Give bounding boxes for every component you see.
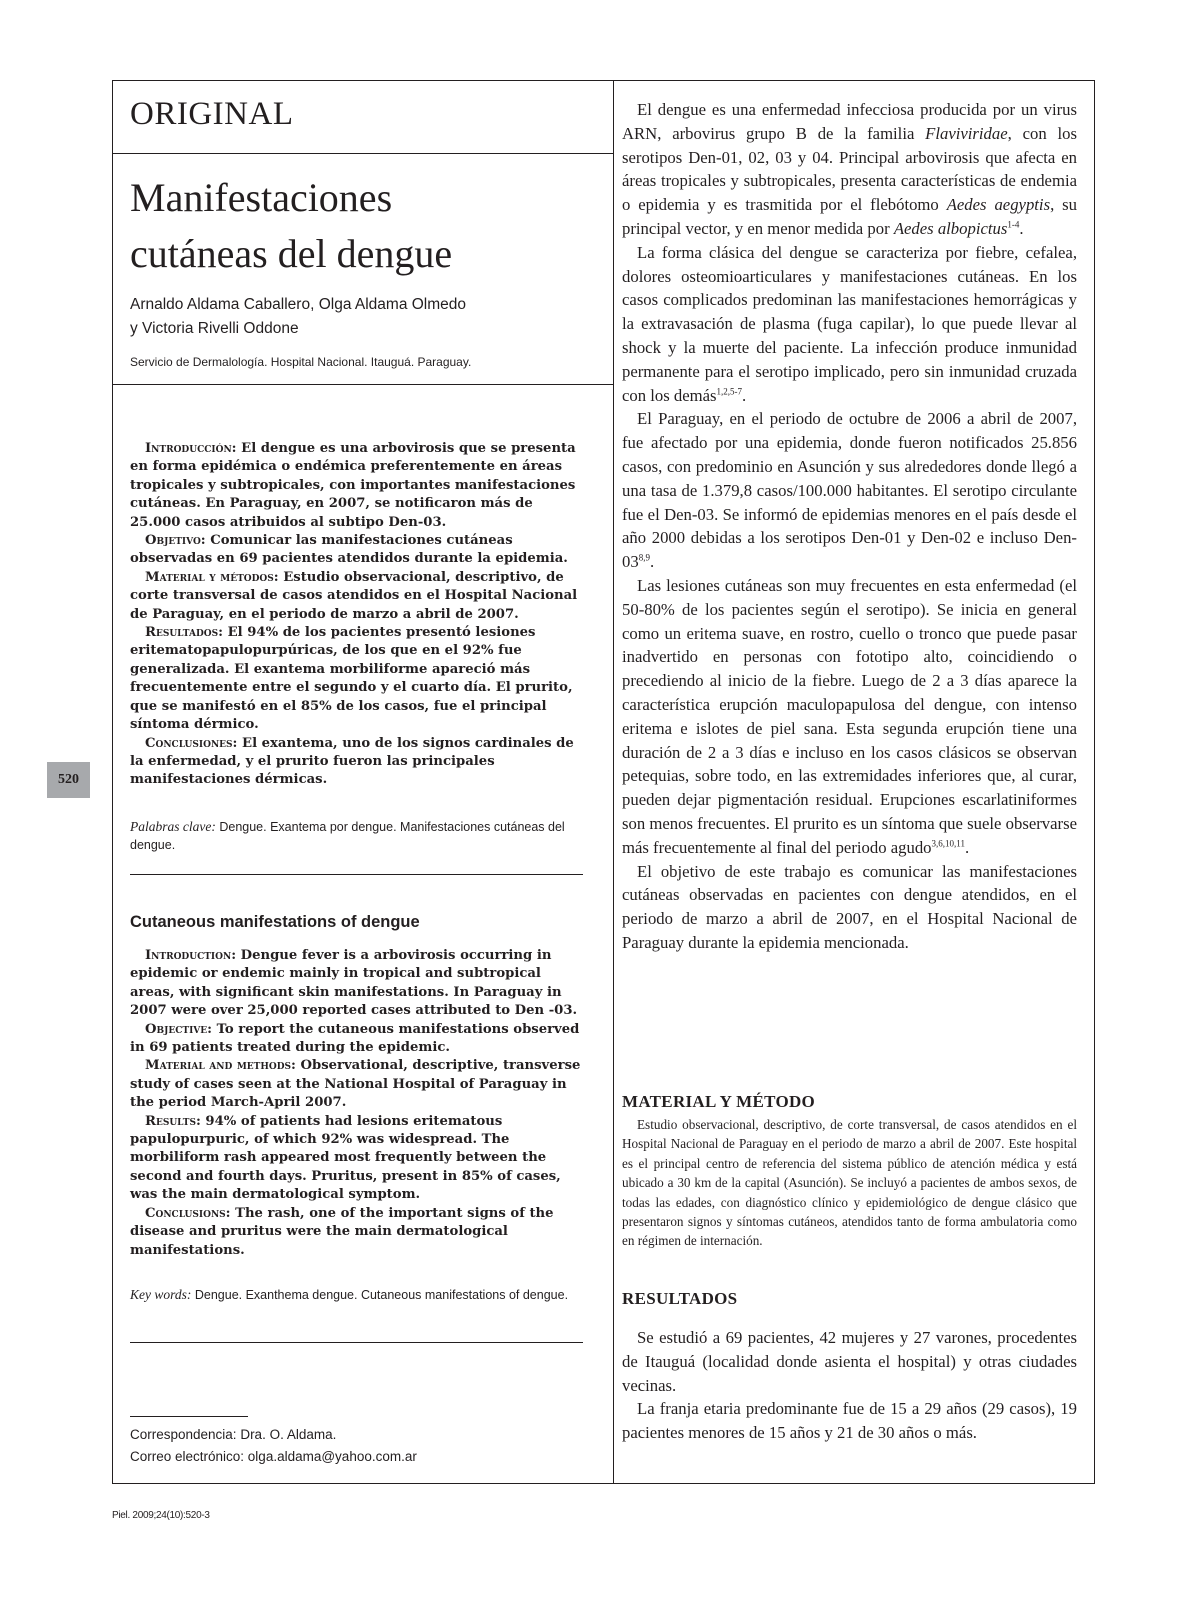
authors bbox=[130, 293, 600, 341]
abstract-es-rule bbox=[130, 874, 583, 875]
title-block-rule bbox=[112, 384, 613, 385]
abstract-label: Results: bbox=[145, 1113, 201, 1129]
abstract-en bbox=[130, 947, 585, 1260]
body-paragraph: El dengue es una enfermedad infecciosa producida por un virus ARN, arbovirus grupo B de la familia Flaviviridae, con los serotipos Den-01, 02, 03 y 04. Principal arbovirosis que afecta en áreas tropicales y subtropicales, presenta características de endemia o epidemia y es trasmitida por el flebótomo Aedes aegyptis, su principal vector, y en menor medida por Aedes albopictus$^{1-4}$. bbox=[622, 100, 1078, 238]
abstract-es-intro: Introducción: El dengue es una arbovirosis que se presenta en forma epidémica o endémica preferentemente en áreas tropicales y subtropicales, con importantes manifestaciones cutáneas. En Paraguay, en 2007, se notificaron más de 25.000 casos atribuidos al subtipo Den-03. bbox=[130, 441, 576, 530]
body-paragraph: Las lesiones cutáneas son muy frecuentes en esta enfermedad (el 50-80% de los pacientes según el serotipo). Se inicia en general como un eritema suave, en rostro, cuello o tronco que puede pasar inadvertido en personas con fototipo alto, coincidiendo o precediendo al inicio de la fiebre. Luego de 2 a 3 días aparece la característica erupción maculopapulosa del dengue, con intenso eritema e islotes de piel sana. Esta segunda erupción tiene una duración de 2 a 3 días e incluso en los casos clásicos se observan petequias, sobre todo, en las extremidades inferiores que, al curar, pueden dejar pigmentación residual. Erupciones escarlatiniformes son menos frecuentes. El prurito es un síntoma que suele observarse más frecuentemente al final del periodo agudo$^{3,6,10,11}$. bbox=[622, 575, 1077, 857]
correspondence-name: Correspondencia: Dra. O. Aldama. bbox=[130, 1427, 337, 1442]
correspondence bbox=[130, 1424, 570, 1468]
column-divider bbox=[613, 80, 614, 1484]
abstract-label: Material y métodos: bbox=[145, 569, 279, 585]
body-paragraph: La forma clásica del dengue se caracteriza por fiebre, cefalea, dolores osteomioarticulares y manifestaciones cutáneas. En los casos complicados predominan las manifestaciones hemorrágicas y la extravasación de plasma (fuga capilar), lo que puede llevar al shock y la muerte del paciente. La infección produce inmunidad permanente para el serotipo implicado, pero sin inmunidad cruzada con los demás$^{1,2,5-7}$. bbox=[622, 242, 1077, 405]
abstract-label: Objetivo: bbox=[145, 533, 206, 549]
header-rule bbox=[112, 153, 613, 154]
results-body bbox=[622, 1326, 1077, 1445]
article-title bbox=[130, 170, 600, 282]
keywords-label: Palabras clave: bbox=[130, 819, 216, 834]
abstract-es-objective: Objetivo: Comunicar las manifestaciones cutáneas observadas en 69 pacientes atendidos durante la epidemia. bbox=[130, 533, 568, 567]
abstract-en-results: Results: 94% of patients had lesions eritematous papulopurpuric, of which 92% was widespread. The morbiliform rash appeared most frequently between the second and fourth days. Pruritus, present in 85% of cases, was the main dermatological symptom. bbox=[130, 1113, 561, 1203]
section-label: ORIGINAL bbox=[130, 96, 294, 132]
abstract-label: Conclusiones: bbox=[145, 735, 238, 751]
abstract-en-conclusions: Conclusions: The rash, one of the important signs of the disease and pruritus were the main dermatological manifestations. bbox=[130, 1205, 554, 1258]
correspondence-email[interactable]: Correo electrónico: olga.aldama@yahoo.com.ar bbox=[130, 1449, 417, 1464]
affiliation: Servicio de Dermalología. Hospital Nacional. Itauguá. Paraguay. bbox=[130, 355, 472, 369]
abstract-label: Introducción: bbox=[145, 441, 237, 456]
page-number: 520 bbox=[47, 762, 90, 798]
abstract-es-results: Resultados: El 94% de los pacientes presentó lesiones eritematopapulopurpúricas, de los que en el 92% fue generalizada. El exantema morbiliforme apareció más frecuentemente entre el segundo y el cuarto día. El prurito, que se manifestó en el 85% de los casos, fue el principal síntoma dérmico. bbox=[130, 625, 573, 733]
reference: 1,2,5-7 bbox=[716, 386, 743, 396]
abstract-en-title: Cutaneous manifestations of dengue bbox=[130, 913, 420, 931]
keywords-es: Palabras clave: Dengue. Exantema por dengue. Manifestaciones cutáneas del dengue. bbox=[130, 819, 565, 852]
methods-body bbox=[622, 1115, 1077, 1251]
keywords-en: Key words: Dengue. Exanthema dengue. Cutaneous manifestations of dengue. bbox=[130, 1287, 569, 1302]
results-paragraph: Se estudió a 69 pacientes, 42 mujeres y 27 varones, procedentes de Itauguá (localidad donde asienta el hospital) y otras ciudades vecinas. bbox=[622, 1328, 1077, 1395]
abstract-es bbox=[130, 440, 585, 790]
methods-paragraph: Estudio observacional, descriptivo, de corte transversal, de casos atendidos en el Hospital Nacional de Paraguay en el periodo de marzo a abril de 2007. Este hospital es el principal centro de referencia del sistema público de atención médica y está ubicado a 30 km de la capital (Asunción). Se incluyó a pacientes de ambos sexos, de todas las edades, con diagnóstico clínico y epidemiológico de dengue clásico que presentaron signos y síntomas cutáneos, atendidos tanto de forma ambulatoria como en régimen de internación. bbox=[622, 1117, 1077, 1249]
abstract-en-rule bbox=[130, 1342, 583, 1343]
abstract-en-intro: Introduction: Dengue fever is a arbovirosis occurring in epidemic or endemic mainly in tropical and subtropical areas, with significant skin manifestations. In Paraguay in 2007 were over 25,000 reported cases attributed to Den -03. bbox=[130, 948, 578, 1019]
abstract-label: Conclusions: bbox=[145, 1205, 231, 1221]
reference: 8,9 bbox=[638, 552, 650, 563]
authors-line-2: y Victoria Rivelli Oddone bbox=[130, 320, 299, 337]
abstract-label: Material and methods: bbox=[145, 1058, 296, 1074]
correspondence-rule bbox=[130, 1416, 248, 1417]
body-paragraph: El Paraguay, en el periodo de octubre de 2006 a abril de 2007, fue afectado por una epidemia, donde fueron notificados 25.856 casos, con predominio en Asunción y sus alrededores donde llegó a una tasa de 1.379,8 casos/100.000 habitantes. El serotipo circulante fue el Den-03. Se informó de epidemias menores en el país desde el año 2000 debidas a los serotipos Den-01 y Den-02 e incluso Den-03$^{8,9}$. bbox=[622, 409, 1077, 572]
citation: Piel. 2009;24(10):520-3 bbox=[112, 1510, 210, 1521]
results-heading: RESULTADOS bbox=[622, 1289, 738, 1308]
reference: 3,6,10,11 bbox=[931, 838, 965, 849]
methods-heading: MATERIAL Y MÉTODO bbox=[622, 1092, 816, 1111]
keywords-label: Key words: bbox=[130, 1287, 192, 1302]
body-paragraph: El objetivo de este trabajo es comunicar las manifestaciones cutáneas observadas en pacientes con dengue atendidos, en el periodo de marzo a abril de 2007, en el Hospital Nacional de Paraguay durante la epidemia mencionada. bbox=[622, 861, 1077, 952]
reference: 1-4 bbox=[1007, 219, 1020, 230]
abstract-es-conclusions: Conclusiones: El exantema, uno de los signos cardinales de la enfermedad, y el prurito fueron las principales manifestaciones dérmicas. bbox=[130, 735, 574, 788]
abstract-label: Resultados: bbox=[145, 625, 223, 641]
authors-line-1: Arnaldo Aldama Caballero, Olga Aldama Olmedo bbox=[130, 296, 467, 313]
intro-body bbox=[622, 98, 1077, 955]
title-line-1: Manifestaciones bbox=[130, 175, 393, 220]
results-paragraph: La franja etaria predominante fue de 15 a 29 años (29 casos), 19 pacientes menores de 15 años y 21 de 30 años o más. bbox=[622, 1399, 1077, 1443]
title-line-2: cutáneas del dengue bbox=[130, 231, 453, 276]
abstract-en-methods: Material and methods: Observational, descriptive, transverse study of cases seen at the National Hospital of Paraguay in the period March-April 2007. bbox=[130, 1058, 581, 1111]
abstract-label: Introduction: bbox=[145, 948, 237, 963]
abstract-label: Objective: bbox=[145, 1021, 212, 1037]
abstract-es-methods: Material y métodos: Estudio observacional, descriptivo, de corte transversal de casos atendidos en el Hospital Nacional de Paraguay, en el periodo de marzo a abril de 2007. bbox=[130, 569, 578, 622]
abstract-en-objective: Objective: To report the cutaneous manifestations observed in 69 patients treated during the epidemic. bbox=[130, 1021, 580, 1056]
